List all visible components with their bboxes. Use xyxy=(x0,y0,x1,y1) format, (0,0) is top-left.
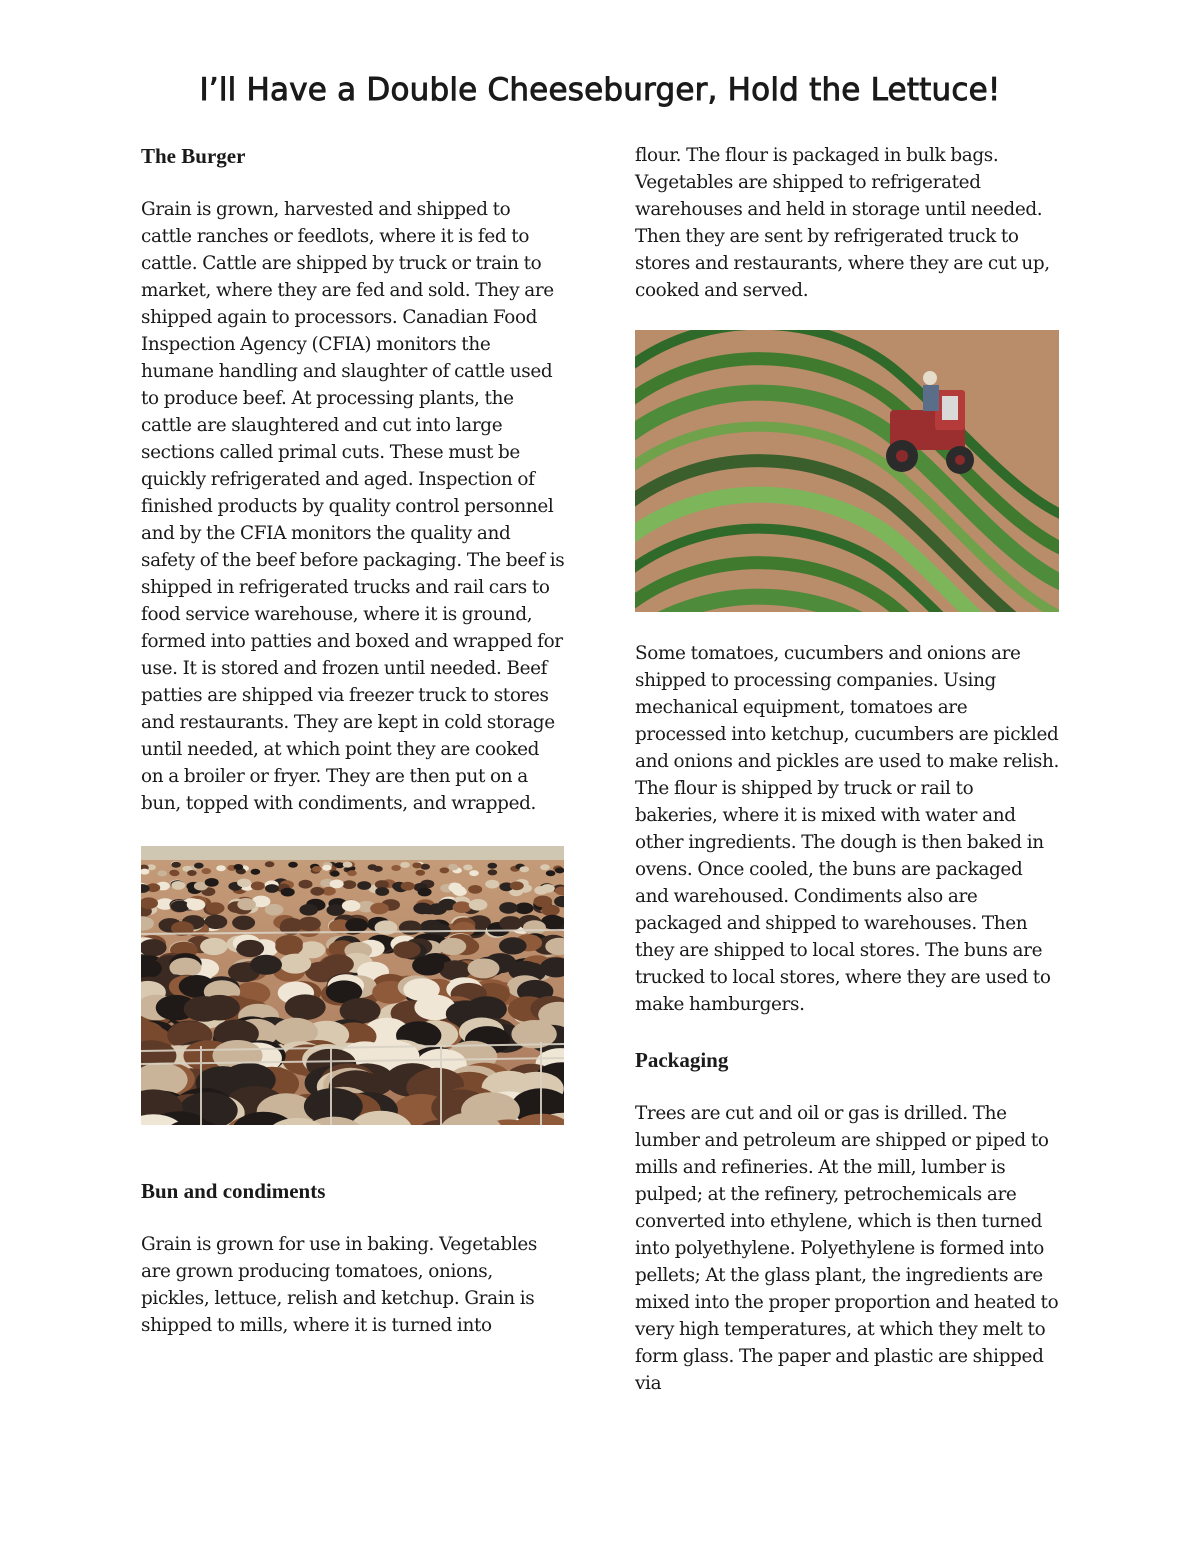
cow xyxy=(370,903,389,915)
cow xyxy=(335,862,345,868)
section-body-burger: Grain is grown, harvested and shipped to cattle ranches or feedlots, where it is fed to cattle. Cattle are shipped by truck or train to market, where they are fed and sold. They are shipped again to processors. Canadian Food Inspection Agency (CFIA) monitors the humane handling and slaughter of cattle used to produce beef. At processing plants, the cattle are slaughtered and cut into large sections called primal cuts. These must be quickly refrigerated and aged. Inspection of finished products by quality control personnel and by the CFIA monitors the quality and safety of the beef before packaging. The beef is shipped in refrigerated trucks and rail cars to food service warehouse, where it is ground, formed into patties and boxed and wrapped for use. It is stored and frozen until needed. Beef patties are shipped via freezer truck to stores and restaurants. They are kept in cold storage until needed, at which point they are cooked on a broiler or fryer. They are then put on a bun, topped with condiments, and wrapped. xyxy=(141,199,565,814)
cow xyxy=(265,884,279,893)
cow xyxy=(251,869,261,875)
section-heading-bun: Bun and condiments xyxy=(141,1179,326,1203)
cow xyxy=(488,863,498,869)
cow xyxy=(463,865,473,871)
cow xyxy=(205,878,219,887)
cow xyxy=(469,899,488,911)
cow xyxy=(216,865,226,871)
cow xyxy=(439,938,467,955)
left-column xyxy=(141,142,566,1339)
cow xyxy=(399,921,422,935)
cow xyxy=(510,881,524,890)
cow xyxy=(285,994,326,1020)
feedlot-sky xyxy=(141,846,564,860)
cow xyxy=(391,865,401,871)
tractor-vegetable-field-photo xyxy=(635,330,1059,612)
cow xyxy=(275,935,303,952)
cow xyxy=(194,863,204,869)
cow xyxy=(368,864,378,870)
cow xyxy=(342,900,361,912)
cow xyxy=(279,954,311,974)
cow xyxy=(523,920,546,934)
section-heading-burger: The Burger xyxy=(141,144,246,168)
cow xyxy=(347,870,357,876)
cow xyxy=(468,958,500,978)
cow xyxy=(265,861,275,867)
cow xyxy=(232,916,255,930)
cow xyxy=(206,902,225,914)
cow xyxy=(157,870,167,876)
cow xyxy=(280,918,303,932)
cow xyxy=(312,866,322,872)
cow xyxy=(439,960,471,980)
cow xyxy=(485,880,499,889)
cow xyxy=(200,938,228,955)
cow xyxy=(187,870,197,876)
cow xyxy=(345,918,368,932)
cow xyxy=(453,887,467,896)
cow xyxy=(400,862,410,868)
cow xyxy=(449,864,459,870)
cow xyxy=(499,937,527,954)
cow xyxy=(299,904,318,916)
cow xyxy=(342,880,356,889)
cow xyxy=(265,904,284,916)
section-heading-packaging: Packaging xyxy=(635,1048,729,1072)
cow xyxy=(187,899,206,911)
cow xyxy=(299,880,313,889)
cow xyxy=(251,882,265,891)
cow xyxy=(546,870,556,876)
cow xyxy=(412,956,444,976)
cow xyxy=(440,867,450,873)
cow xyxy=(237,940,265,957)
cow xyxy=(393,941,421,958)
cow xyxy=(401,882,415,891)
right-column xyxy=(635,142,1060,1397)
cow xyxy=(453,901,472,913)
cow xyxy=(499,902,518,914)
cow xyxy=(420,864,430,870)
cow xyxy=(540,864,550,870)
cow xyxy=(357,881,371,890)
cow xyxy=(412,862,422,868)
cow xyxy=(310,887,324,896)
cow xyxy=(375,887,389,896)
cow xyxy=(488,869,498,875)
cow xyxy=(416,870,426,876)
cow xyxy=(170,870,180,876)
cow xyxy=(541,884,555,893)
cow xyxy=(499,916,522,930)
document-title: I’ll Have a Double Cheeseburger, Hold the Lettuce! xyxy=(199,72,1001,108)
section-body-bun-part3: Some tomatoes, cucumbers and onions are shipped to processing companies. Using mechanical equipment, tomatoes are processed into ketchup, cucumbers are pickled and onions and pickles are used to make relish. The flour is shipped by truck or rail to bakeries, where it is mixed with water and other ingredients. The dough is then baked in ovens. Once cooled, the buns are packaged and warehoused. Condiments also are packaged and shipped to warehouses. Then they are shipped to local stores. The buns are trucked to local stores, where they are used to make hamburgers. xyxy=(635,643,1059,1015)
cow xyxy=(468,885,482,894)
cow xyxy=(330,871,340,877)
cow xyxy=(469,870,479,876)
cow xyxy=(171,862,181,868)
cow xyxy=(418,888,432,897)
cow xyxy=(322,865,332,871)
cow xyxy=(171,901,190,913)
cow xyxy=(322,954,354,974)
cow xyxy=(343,862,353,868)
feedlot-cattle-photo xyxy=(141,846,564,1125)
section-body-bun-part1: Grain is grown for use in baking. Vegetables are grown producing tomatoes, onions, pickles, lettuce, relish and ketchup. Grain is shipped to mills, where it is turned into xyxy=(141,1234,537,1336)
cow xyxy=(237,879,251,888)
cow xyxy=(534,896,553,908)
section-body-packaging: Trees are cut and oil or gas is drilled. The lumber and petroleum are shipped or piped to mills and refineries. At the mill, lumber is pulped; at the refinery, petrochemicals are converted into ethylene, which is then turned into polyethylene. Polyethylene is formed into pellets; At the glass plant, the ingredients are mixed into the proper proportion and heated to very high temperatures, at which they melt to form glass. The paper and plastic are shipped via xyxy=(635,1103,1059,1394)
cow xyxy=(330,880,344,889)
cow xyxy=(281,888,295,897)
cow xyxy=(413,903,432,915)
farmer xyxy=(923,371,937,385)
cow xyxy=(184,996,225,1022)
cow xyxy=(237,899,256,911)
cow xyxy=(520,866,530,872)
section-body-bun-part2: flour. The flour is packaged in bulk bags. Vegetables are shipped to refrigerated warehouses and held in storage until needed. Then they are sent by refrigerated truck to stores and restaurants, where they are cut up, cooked and served. xyxy=(635,145,1050,301)
cow xyxy=(202,868,212,874)
cow xyxy=(288,862,298,868)
cow xyxy=(234,864,244,870)
cow xyxy=(171,881,185,890)
cow xyxy=(250,955,282,975)
